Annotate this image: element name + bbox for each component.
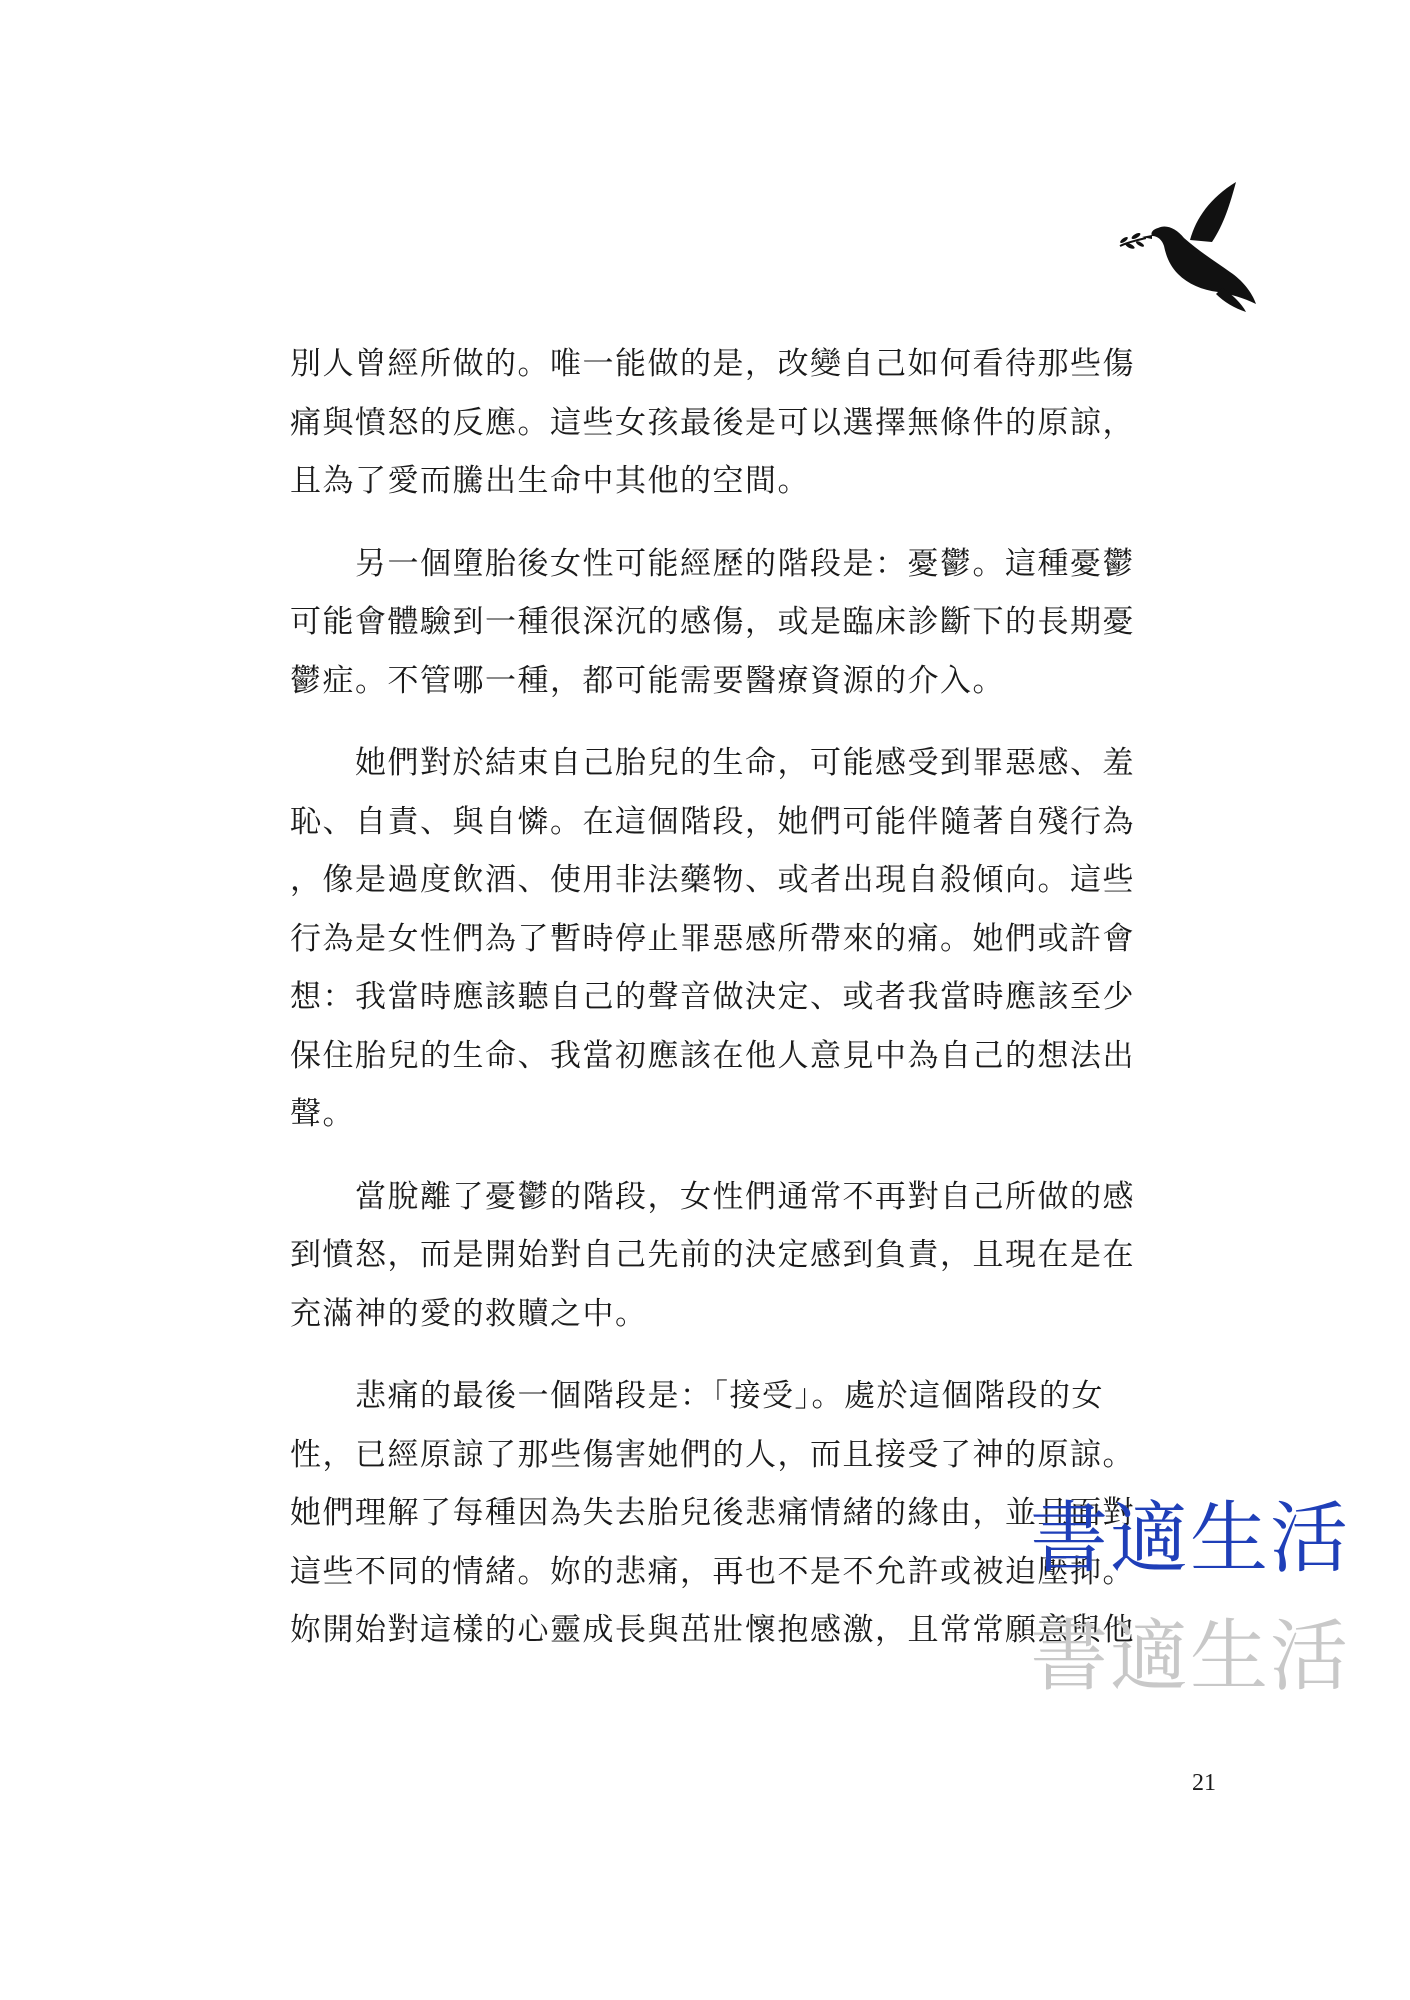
dove-with-olive-branch-icon (1118, 180, 1258, 312)
text-line: 悲痛的最後一個階段是：「接受」。處於這個階段的女 (355, 1378, 1104, 1414)
paragraph-gap (290, 1343, 1160, 1367)
text-line: 且為了愛而騰出生命中其他的空間。 (290, 463, 810, 499)
body-text (290, 335, 1160, 1660)
paragraph-gap (290, 710, 1160, 734)
paragraph (290, 535, 1160, 711)
text-line: 鬱症。不管哪一種，都可能需要醫療資源的介入。 (290, 662, 1005, 699)
watermark-gray: 書適生活 (1030, 1612, 1351, 1702)
text-line: 痛與憤怒的反應。這些女孩最後是可以選擇無條件的原諒， (290, 404, 1135, 441)
text-line: 別人曾經所做的。唯一能做的是，改變自己如何看待那些傷 (290, 346, 1135, 382)
paragraph (290, 335, 1160, 511)
text-line: 另一個墮胎後女性可能經歷的階段是：憂鬱。這種憂鬱 (355, 545, 1135, 582)
text-line: 想：我當時應該聽自己的聲音做決定、或者我當時應該至少 (290, 979, 1135, 1015)
text-line: ，像是過度飲酒、使用非法藥物、或者出現自殺傾向。這些 (290, 862, 1135, 898)
text-line: 這些不同的情緒。妳的悲痛，再也不是不允許或被迫壓抑。 (290, 1553, 1135, 1590)
text-line: 到憤怒，而是開始對自己先前的決定感到負責，且現在是在 (290, 1237, 1135, 1273)
paragraph-gap (290, 511, 1160, 535)
text-line: 充滿神的愛的救贖之中。 (290, 1295, 648, 1332)
paragraph (290, 1168, 1160, 1344)
text-line: 妳開始對這樣的心靈成長與茁壯懷抱感激，且常常願意與他 (290, 1612, 1135, 1648)
watermark-blue: 書適生活 (1030, 1494, 1351, 1584)
text-line: 聲。 (290, 1096, 355, 1132)
paragraph-gap (290, 1144, 1160, 1168)
text-line: 行為是女性們為了暫時停止罪惡感所帶來的痛。她們或許會 (290, 920, 1135, 957)
text-line: 可能會體驗到一種很深沉的感傷，或是臨床診斷下的長期憂 (290, 604, 1135, 640)
page-number: 21 (1192, 1770, 1216, 1796)
text-line: 保住胎兒的生命、我當初應該在他人意見中為自己的想法出 (290, 1037, 1135, 1074)
text-line: 她們對於結束自己胎兒的生命，可能感受到罪惡感、羞 (355, 745, 1135, 781)
text-line: 恥、自責、與自憐。在這個階段，她們可能伴隨著自殘行為 (290, 803, 1135, 840)
text-line: 性，已經原諒了那些傷害她們的人，而且接受了神的原諒。 (290, 1436, 1135, 1473)
text-line: 當脫離了憂鬱的階段，女性們通常不再對自己所做的感 (355, 1178, 1135, 1215)
paragraph (290, 734, 1160, 1144)
text-line: 她們理解了每種因為失去胎兒後悲痛情緒的緣由，並且面對 (290, 1495, 1135, 1531)
